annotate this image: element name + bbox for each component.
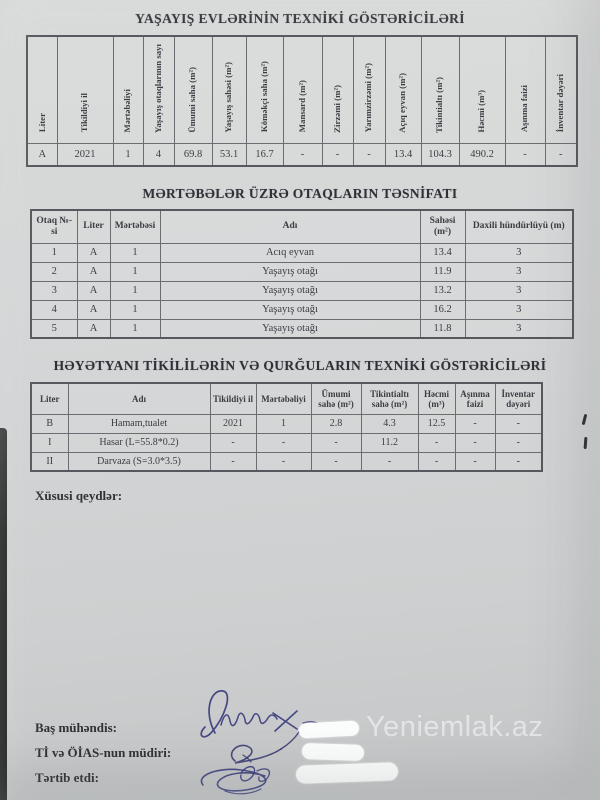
column-header-label: Liter xyxy=(40,393,60,404)
table-cell: Hamam,tualet xyxy=(68,414,210,433)
table-cell: - xyxy=(361,452,418,471)
table-cell: 12.5 xyxy=(418,414,455,433)
column-header-label: Daxili hündürlüyü (m) xyxy=(472,221,565,232)
table-cell: Hasar (L=55.8*0.2) xyxy=(68,433,210,452)
table-row xyxy=(31,319,573,338)
column-header xyxy=(495,383,542,414)
photo-edge-shadow xyxy=(0,428,7,800)
table-cell: - xyxy=(256,433,311,452)
director-label: Tİ və ÖİAS-nun müdiri: xyxy=(35,745,172,760)
table-cell: 3 xyxy=(465,243,573,262)
table-cell: 3 xyxy=(465,281,573,300)
column-header xyxy=(421,36,459,143)
column-header-label: Köməkçi saha (m²) xyxy=(258,61,269,133)
table-cell: 3 xyxy=(465,319,573,338)
table-row xyxy=(27,143,577,166)
column-header xyxy=(77,210,110,243)
table-cell: I xyxy=(31,433,68,452)
table-cell: 1 xyxy=(110,319,160,338)
table-cell: 69.8 xyxy=(174,143,212,166)
table-cell: 13.4 xyxy=(385,143,421,166)
column-header-label: İnventar dəyəri xyxy=(501,388,535,409)
rooms-body xyxy=(31,243,573,338)
column-header-label: Mansard (m²) xyxy=(296,80,307,133)
table-cell: - xyxy=(505,143,545,166)
column-header xyxy=(465,210,573,243)
column-header xyxy=(246,36,283,143)
column-header-label: Tikintialtı sahə (m²) xyxy=(370,388,409,409)
column-header-label: Tikildiyi il xyxy=(79,93,90,133)
column-header xyxy=(418,383,455,414)
column-header xyxy=(31,383,68,414)
table-cell: II xyxy=(31,452,68,471)
column-header xyxy=(420,210,465,243)
header-row xyxy=(31,210,573,243)
table-cell: Yaşayış otağı xyxy=(160,319,420,338)
column-header-label: Liter xyxy=(83,221,104,232)
table-cell: - xyxy=(311,433,361,452)
table-cell: 4.3 xyxy=(361,414,418,433)
table-cell: 3 xyxy=(465,262,573,281)
column-header-label: Aşınma faizi xyxy=(460,388,490,409)
column-header xyxy=(160,210,420,243)
column-header-label: Yaşayış otaqlarının sayı xyxy=(152,43,163,133)
column-header xyxy=(322,36,353,143)
table-cell: 2 xyxy=(31,262,77,281)
table-cell: 1 xyxy=(31,243,77,262)
column-header xyxy=(455,383,495,414)
signature-director xyxy=(232,732,299,763)
column-header-label: İnventar dəyəri xyxy=(555,74,566,133)
column-header-label: Həcmi (m³) xyxy=(476,90,487,133)
column-header-label: Otaq №-si xyxy=(36,215,73,237)
table-cell: 11.8 xyxy=(420,319,465,338)
table-row xyxy=(31,262,573,281)
column-header-label: Zirzəmi (m²) xyxy=(331,84,342,133)
redaction-bar xyxy=(299,720,360,738)
table-cell: 16.2 xyxy=(420,300,465,319)
column-header xyxy=(361,383,418,414)
table-cell: 1 xyxy=(256,414,311,433)
table-row xyxy=(31,281,573,300)
table-row xyxy=(31,452,542,471)
redaction-bar xyxy=(302,743,365,761)
table-cell: 11.2 xyxy=(361,433,418,452)
table-cell: Darvaza (S=3.0*3.5) xyxy=(68,452,210,471)
outbuildings-body xyxy=(31,414,542,471)
column-header xyxy=(311,383,361,414)
column-header-label: Adı xyxy=(131,393,146,404)
table-cell: Yaşayış otağı xyxy=(160,281,420,300)
column-header xyxy=(143,36,174,143)
table-cell: - xyxy=(256,452,311,471)
column-header-label: Yaşayış sahəsi (m²) xyxy=(223,61,234,133)
table-cell: - xyxy=(455,433,495,452)
table-cell: 2.8 xyxy=(311,414,361,433)
table-cell: - xyxy=(210,452,256,471)
column-header-label: Həcmi (m³) xyxy=(424,388,449,409)
table-cell: A xyxy=(77,281,110,300)
table-cell: 3 xyxy=(31,281,77,300)
table-cell: 2021 xyxy=(57,143,113,166)
table-cell: Yaşayış otağı xyxy=(160,300,420,319)
table-cell: Acıq eyvan xyxy=(160,243,420,262)
column-header-label: Ümumi saha (m²) xyxy=(187,66,198,133)
table-row xyxy=(31,433,542,452)
header-row xyxy=(31,383,542,414)
column-header xyxy=(459,36,505,143)
column-header xyxy=(110,210,160,243)
building-specs-table xyxy=(26,35,578,167)
column-header-label: Yarımzirzəmi (m²) xyxy=(363,63,374,133)
table-row xyxy=(31,300,573,319)
table-cell: - xyxy=(455,414,495,433)
column-header xyxy=(256,383,311,414)
table-cell: - xyxy=(322,143,353,166)
column-header-label: Mərtəbəsi xyxy=(114,221,156,232)
column-header xyxy=(174,36,212,143)
table-cell: - xyxy=(545,143,577,166)
table-cell: - xyxy=(418,433,455,452)
site-watermark: Yeniemlak.az xyxy=(366,711,544,743)
column-header xyxy=(31,210,77,243)
column-header-label: Adı xyxy=(282,221,298,232)
column-header-label: Sahəsi (m²) xyxy=(429,215,456,237)
table-cell: - xyxy=(283,143,322,166)
table-cell: 1 xyxy=(113,143,143,166)
table-cell: 13.2 xyxy=(420,281,465,300)
special-notes-label: Xüsusi qeydlər: xyxy=(35,488,123,503)
table-cell: 4 xyxy=(143,143,174,166)
table-cell: Yaşayış otağı xyxy=(160,262,420,281)
table-cell: 104.3 xyxy=(421,143,459,166)
column-header xyxy=(113,36,143,143)
column-header xyxy=(545,36,577,143)
rooms-classification-table xyxy=(30,209,574,339)
column-header-label: Liter xyxy=(36,113,47,133)
signature-block xyxy=(35,720,171,795)
signature-prepared-by xyxy=(201,767,269,794)
column-header xyxy=(283,36,322,143)
table-cell: - xyxy=(455,452,495,471)
column-header xyxy=(505,36,545,143)
table-cell: 1 xyxy=(110,281,160,300)
table-cell: A xyxy=(77,319,110,338)
table-cell: 3 xyxy=(465,300,573,319)
table-cell: - xyxy=(210,433,256,452)
ink-mark xyxy=(584,437,588,449)
column-header-label: Aşınma faizi xyxy=(519,85,530,133)
table-cell: 4 xyxy=(31,300,77,319)
header-row xyxy=(27,36,577,143)
column-header xyxy=(57,36,113,143)
building-specs-header xyxy=(27,36,577,143)
table-cell: - xyxy=(311,452,361,471)
table-cell: - xyxy=(495,452,542,471)
table-cell: A xyxy=(77,243,110,262)
table-cell: - xyxy=(495,433,542,452)
redaction-bar xyxy=(296,762,399,784)
prepared-by-label: Tərtib etdi: xyxy=(35,770,99,785)
building-specs-title: YAŞAYIŞ EVLƏRİNİN TEXNİKİ GÖSTƏRİCİLƏRİ xyxy=(135,11,465,26)
table-cell: 53.1 xyxy=(212,143,246,166)
table-cell: 5 xyxy=(31,319,77,338)
column-header xyxy=(385,36,421,143)
rooms-header xyxy=(31,210,573,243)
table-cell: 16.7 xyxy=(246,143,283,166)
table-cell: 1 xyxy=(110,243,160,262)
building-specs-body xyxy=(27,143,577,166)
table-cell: 2021 xyxy=(210,414,256,433)
column-header-label: Mərtəbəliyi xyxy=(122,89,133,133)
column-header xyxy=(210,383,256,414)
column-header-label: Ümumi sahə (m²) xyxy=(318,388,354,409)
column-header-label: Mərtəbəliyi xyxy=(261,393,306,404)
table-cell: - xyxy=(418,452,455,471)
outbuildings-header xyxy=(31,383,542,414)
table-row xyxy=(31,243,573,262)
column-header-label: Açıq eyvan (m²) xyxy=(397,72,408,133)
outbuildings-table xyxy=(30,382,543,472)
table-cell: - xyxy=(495,414,542,433)
rooms-classification-title: MƏRTƏBƏLƏR ÜZRƏ OTAQLARIN TƏSNİFATI xyxy=(142,186,458,201)
table-row xyxy=(31,414,542,433)
table-cell: - xyxy=(353,143,385,166)
table-cell: 11.9 xyxy=(420,262,465,281)
table-cell: 1 xyxy=(110,300,160,319)
ink-mark xyxy=(582,414,588,425)
column-header xyxy=(27,36,57,143)
column-header xyxy=(212,36,246,143)
column-header xyxy=(353,36,385,143)
table-cell: B xyxy=(31,414,68,433)
chief-engineer-label: Baş mühəndis: xyxy=(35,720,117,735)
table-cell: A xyxy=(27,143,57,166)
table-cell: A xyxy=(77,262,110,281)
table-cell: 490.2 xyxy=(459,143,505,166)
table-cell: 13.4 xyxy=(420,243,465,262)
column-header-label: Tikildiyi il xyxy=(212,393,254,404)
table-cell: 1 xyxy=(110,262,160,281)
column-header-label: Tikintialtı (m²) xyxy=(434,76,445,133)
outbuildings-title: HƏYƏTYANI TİKİLİLƏRİN VƏ QURĞULARIN TEXNİKİ GÖSTƏRİCİLƏRİ xyxy=(53,358,547,373)
column-header xyxy=(68,383,210,414)
table-cell: A xyxy=(77,300,110,319)
